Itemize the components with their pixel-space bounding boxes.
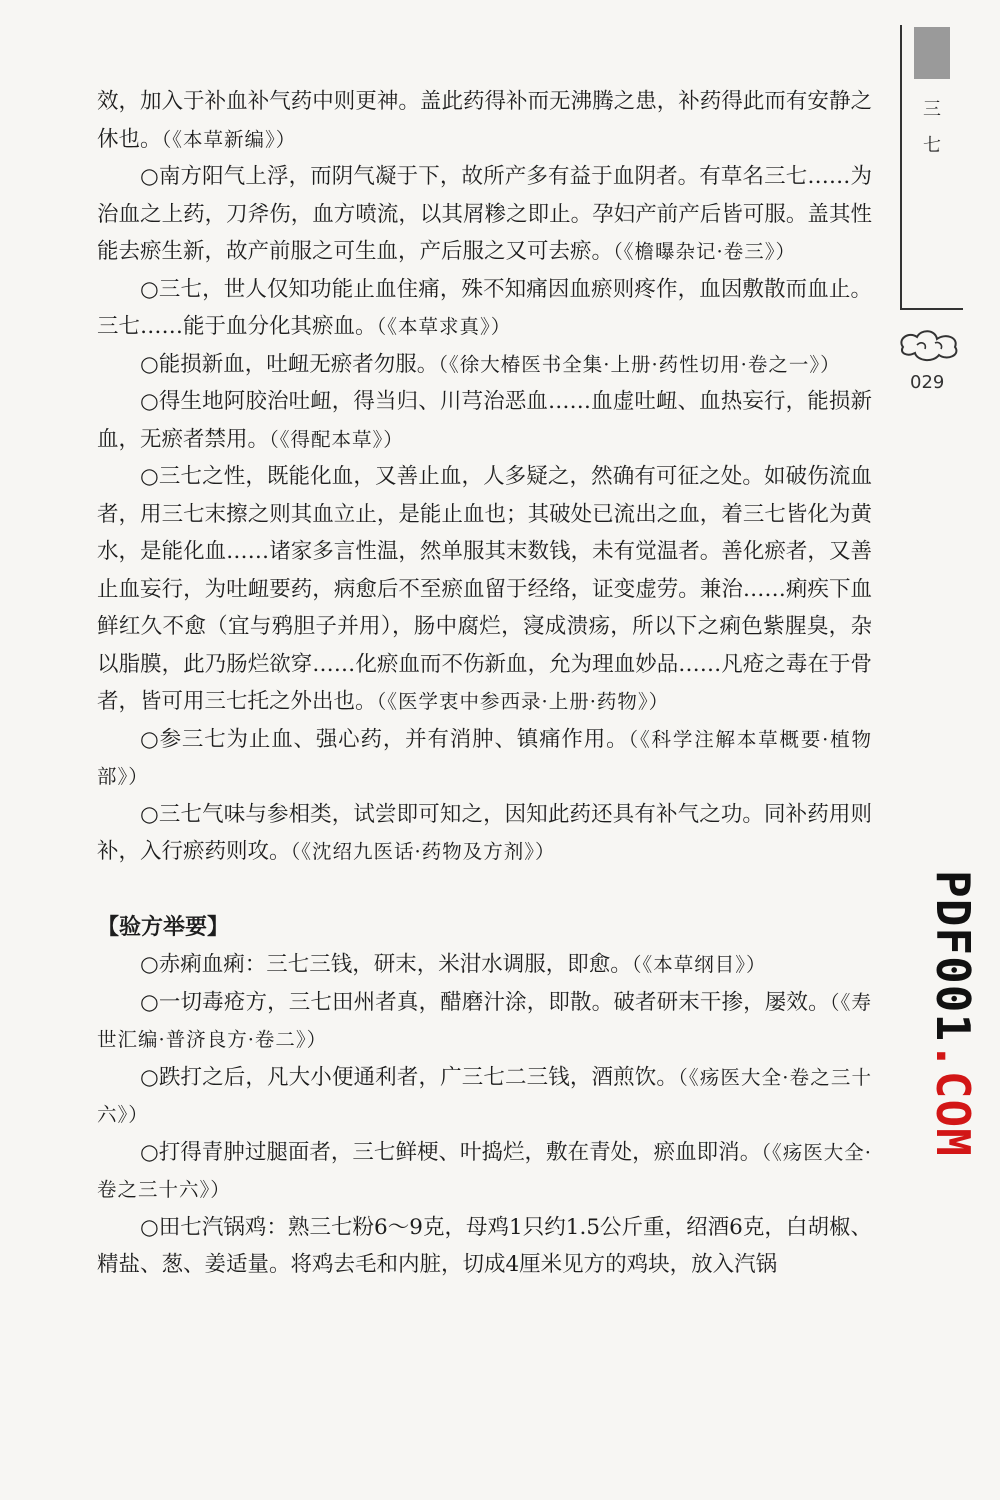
source-citation: （《寿世汇编·普济良方·卷二》）	[97, 990, 872, 1051]
source-citation: （《徐大椿医书全集·上册·药性切用·卷之一》）	[438, 352, 841, 376]
recipe-text: ○田七汽锅鸡：熟三七粉6～9克，母鸡1只约1.5公斤重，绍酒6克，白胡椒、精盐、葱、姜适量。将鸡去毛和内脏，切成4厘米见方的鸡块，放入汽锅	[97, 1214, 872, 1277]
watermark	[900, 870, 980, 1157]
watermark-part: PDF001	[926, 870, 980, 1043]
source-citation: （《本草纲目》）	[631, 953, 767, 976]
recipe-text: ○赤痢血痢：三七三钱，研末，米泔水调服，即愈。	[140, 952, 632, 977]
recipe-item	[97, 1209, 872, 1284]
paragraph	[97, 83, 872, 158]
recipe-text: ○打得青肿过腿面者，三七鲜梗、叶捣烂，敷在青处，瘀血即消。	[140, 1139, 762, 1165]
paragraph	[97, 346, 872, 384]
section-heading: 【验方举要】	[97, 914, 230, 940]
source-citation: （《沈绍九医话·药物及方剂》）	[290, 840, 556, 863]
source-citation: （《檐曝杂记·卷三》）	[613, 240, 796, 263]
recipe-text: ○跌打之后，凡大小便通利者，广三七二三钱，酒煎饮。	[140, 1064, 678, 1090]
paragraph-text: ○三七气味与参相类，试尝即可知之，因知此药还具有补气之功。同补药用则补，入行瘀药则攻。	[97, 801, 872, 864]
paragraph	[97, 458, 872, 721]
paragraph-text: ○参三七为止血、强心药，并有消肿、镇痛作用。	[140, 726, 629, 752]
chapter-tab-marker	[914, 27, 950, 79]
source-citation: （《疡医大全·卷之三十六》）	[97, 1140, 872, 1201]
source-citation: （《本草求真》）	[376, 315, 512, 338]
paragraph	[97, 721, 872, 796]
source-citation: （《科学注解本草概要·植物部》）	[97, 727, 872, 788]
source-citation: （《疡医大全·卷之三十六》）	[97, 1065, 872, 1126]
source-citation: （《医学衷中参西录·上册·药物》）	[376, 690, 670, 713]
watermark-part: .COM	[926, 1042, 980, 1157]
paragraph-text: ○能损新血，吐衄无瘀者勿服。	[140, 351, 439, 377]
paragraph	[97, 796, 872, 871]
page-number: 029	[910, 372, 945, 393]
paragraph-text: ○南方阳气上浮，而阴气凝于下，故所产多有益于血阴者。有草名三七……为治血之上药，刀斧伤，血方喷流，以其屑糁之即止。孕妇产前产后皆可服。盖其性能去瘀生新，故产前服之可生血，产后服之又可去瘀。	[97, 164, 872, 264]
source-citation: （《本草新编》）	[161, 127, 297, 151]
paragraph	[97, 158, 872, 271]
page-body	[97, 83, 872, 1284]
paragraph	[97, 383, 872, 458]
chapter-title-char: 七	[923, 135, 941, 156]
paragraph-text: 效，加入于补血补气药中则更神。盖此药得补而无沸腾之患，补药得此而有安静之休也。	[97, 89, 872, 152]
paragraph-text: ○三七之性，既能化血，又善止血，人多疑之，然确有可征之处。如破伤流血者，用三七末擦之则其血立止，是能止血也；其破处已流出之血，着三七皆化为黄水，是能化血……诸家多言性温，然单服其末数钱，未有觉温者。善化瘀者，又善止血妄行，为吐衄要药，病愈后不至瘀血留于经络，证变虚劳。兼治……痢疾下血鲜红久不愈（宜与鸦胆子并用），肠中腐烂，寖成溃疡，所以下之痢色紫腥臭，杂以脂膜，此乃肠烂欲穿……化瘀血而不伤新血，允为理血妙品……凡疮之毒在于骨者，皆可用三七托之外出也。	[97, 464, 872, 714]
recipe-item	[97, 984, 872, 1059]
recipe-item	[97, 1059, 872, 1134]
paragraph	[97, 271, 872, 346]
chapter-title	[920, 92, 944, 164]
paragraph-text: ○得生地阿胶治吐衄，得当归、川芎治恶血……血虚吐衄、血热妄行，能损新血，无瘀者禁用。	[97, 389, 872, 452]
recipe-item	[97, 946, 872, 984]
cloud-ornament-icon	[895, 325, 965, 365]
recipe-text: ○一切毒疮方，三七田州者真，醋磨汁涂，即散。破者研末干掺，屡效。	[140, 989, 830, 1015]
recipe-item	[97, 1134, 872, 1209]
paragraph-text: ○三七，世人仅知功能止血住痛，殊不知痛因血瘀则疼作，血因敷散而血止。三七……能于血分化其瘀血。	[97, 276, 872, 339]
source-citation: （《得配本草》）	[269, 427, 404, 451]
chapter-title-char: 三	[923, 99, 941, 120]
